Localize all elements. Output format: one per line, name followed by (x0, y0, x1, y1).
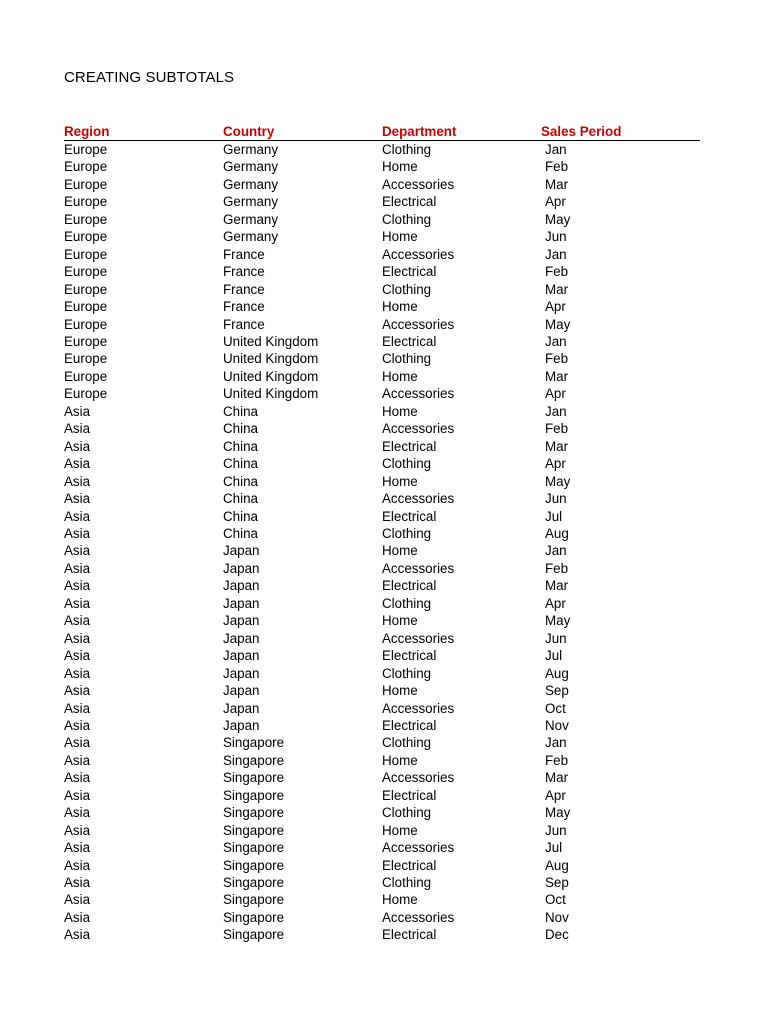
sales-period-cell: Oct (545, 892, 566, 908)
country-cell: China (223, 456, 258, 472)
country-cell: United Kingdom (223, 351, 319, 367)
department-cell: Home (382, 543, 418, 559)
table-row (64, 804, 700, 821)
region-cell: Europe (64, 264, 108, 280)
table-row (64, 228, 700, 245)
department-cell: Home (382, 159, 418, 175)
department-cell: Accessories (382, 176, 455, 192)
region-cell: Asia (64, 787, 91, 803)
region-cell: Asia (64, 473, 91, 489)
region-cell: Asia (64, 560, 91, 576)
sales-period-cell: Jan (545, 403, 567, 419)
region-cell: Asia (64, 578, 91, 594)
table-row (64, 542, 700, 559)
table-row (64, 857, 700, 874)
column-header-sales-period: Sales Period (541, 123, 700, 141)
country-cell: China (223, 508, 258, 524)
region-cell: Asia (64, 909, 91, 925)
department-cell: Clothing (382, 281, 432, 297)
table-row (64, 682, 700, 699)
department-cell: Home (382, 683, 418, 699)
sales-period-cell: Mar (545, 438, 569, 454)
sales-period-cell: Sep (545, 875, 569, 891)
sales-period-cell: Apr (545, 299, 566, 315)
table-row (64, 298, 700, 315)
country-cell: Singapore (223, 857, 285, 873)
department-cell: Accessories (382, 909, 455, 925)
country-cell: China (223, 403, 258, 419)
sales-period-cell: Mar (545, 770, 569, 786)
table-row (64, 717, 700, 734)
table-row (64, 525, 700, 542)
sales-period-cell: May (545, 211, 571, 227)
region-cell: Asia (64, 770, 91, 786)
country-cell: Japan (223, 700, 260, 716)
sales-period-cell: Apr (545, 386, 566, 402)
sales-period-cell: May (545, 805, 571, 821)
country-cell: Germany (223, 142, 279, 157)
sales-period-cell: May (545, 316, 571, 332)
sales-period-cell: Feb (545, 421, 569, 437)
country-cell: Japan (223, 613, 260, 629)
department-cell: Electrical (382, 508, 437, 524)
region-cell: Europe (64, 299, 108, 315)
table-row (64, 263, 700, 280)
country-cell: Japan (223, 578, 260, 594)
region-cell: Europe (64, 281, 108, 297)
department-cell: Clothing (382, 456, 432, 472)
region-cell: Asia (64, 630, 91, 646)
country-cell: Japan (223, 543, 260, 559)
country-cell: Germany (223, 229, 279, 245)
region-cell: Europe (64, 333, 108, 349)
region-cell: Asia (64, 421, 91, 437)
sales-period-cell: Aug (545, 665, 569, 681)
country-cell: Japan (223, 648, 260, 664)
table-row (64, 891, 700, 908)
country-cell: France (223, 316, 265, 332)
region-cell: Asia (64, 648, 91, 664)
department-cell: Accessories (382, 316, 455, 332)
department-cell: Electrical (382, 333, 437, 349)
department-cell: Accessories (382, 246, 455, 262)
table-row (64, 926, 700, 943)
table-row (64, 211, 700, 228)
country-cell: Japan (223, 683, 260, 699)
table-row (64, 734, 700, 751)
country-cell: France (223, 299, 265, 315)
country-cell: Japan (223, 717, 260, 733)
department-cell: Accessories (382, 770, 455, 786)
country-cell: Japan (223, 595, 260, 611)
country-cell: Japan (223, 630, 260, 646)
sales-period-cell: Jan (545, 333, 567, 349)
region-cell: Asia (64, 892, 91, 908)
region-cell: Asia (64, 683, 91, 699)
country-cell: Singapore (223, 875, 285, 891)
department-cell: Electrical (382, 194, 437, 210)
sales-table (64, 123, 700, 944)
region-cell: Europe (64, 368, 108, 384)
country-cell: Singapore (223, 822, 285, 838)
region-cell: Asia (64, 875, 91, 891)
sales-period-cell: Jan (545, 246, 567, 262)
region-cell: Europe (64, 351, 108, 367)
table-row (64, 647, 700, 664)
country-cell: Singapore (223, 840, 285, 856)
sales-period-cell: Apr (545, 456, 566, 472)
department-cell: Clothing (382, 595, 432, 611)
table-row (64, 839, 700, 856)
country-cell: Germany (223, 211, 279, 227)
region-cell: Europe (64, 142, 108, 157)
sales-period-cell: Nov (545, 717, 569, 733)
region-cell: Asia (64, 595, 91, 611)
country-cell: Singapore (223, 892, 285, 908)
country-cell: China (223, 525, 258, 541)
region-cell: Asia (64, 491, 91, 507)
department-cell: Clothing (382, 211, 432, 227)
country-cell: Singapore (223, 909, 285, 925)
country-cell: Japan (223, 665, 260, 681)
country-cell: France (223, 281, 265, 297)
country-cell: Singapore (223, 735, 285, 751)
sales-period-cell: Oct (545, 700, 566, 716)
sales-period-cell: Mar (545, 176, 569, 192)
table-row (64, 246, 700, 263)
sales-period-cell: Sep (545, 683, 569, 699)
country-cell: United Kingdom (223, 333, 319, 349)
table-row (64, 490, 700, 507)
country-cell: France (223, 264, 265, 280)
table-row (64, 141, 700, 159)
department-cell: Accessories (382, 386, 455, 402)
country-cell: Japan (223, 560, 260, 576)
country-cell: Germany (223, 176, 279, 192)
sales-period-cell: Jun (545, 822, 567, 838)
sales-period-cell: Apr (545, 787, 566, 803)
region-cell: Asia (64, 752, 91, 768)
table-row (64, 420, 700, 437)
sales-period-cell: Dec (545, 927, 569, 943)
sales-period-cell: Jul (545, 508, 563, 524)
department-cell: Clothing (382, 351, 432, 367)
region-cell: Asia (64, 805, 91, 821)
sales-period-cell: Jun (545, 229, 567, 245)
sales-period-cell: Nov (545, 909, 569, 925)
table-row (64, 787, 700, 804)
department-cell: Clothing (382, 875, 432, 891)
sales-period-cell: Feb (545, 264, 569, 280)
sales-period-cell: Jan (545, 735, 567, 751)
table-row (64, 700, 700, 717)
sales-period-cell: Mar (545, 578, 569, 594)
country-cell: Singapore (223, 787, 285, 803)
region-cell: Asia (64, 840, 91, 856)
region-cell: Europe (64, 386, 108, 402)
table-row (64, 508, 700, 525)
header-row (64, 123, 700, 141)
department-cell: Electrical (382, 857, 437, 873)
region-cell: Europe (64, 316, 108, 332)
table-row (64, 455, 700, 472)
table-row (64, 176, 700, 193)
table-row (64, 158, 700, 175)
department-cell: Home (382, 892, 418, 908)
department-cell: Clothing (382, 142, 432, 157)
region-cell: Europe (64, 176, 108, 192)
region-cell: Asia (64, 508, 91, 524)
country-cell: Germany (223, 194, 279, 210)
sales-period-cell: Mar (545, 281, 569, 297)
sales-period-cell: May (545, 473, 571, 489)
sales-period-cell: Jun (545, 491, 567, 507)
department-cell: Electrical (382, 438, 437, 454)
country-cell: Singapore (223, 770, 285, 786)
department-cell: Clothing (382, 665, 432, 681)
page-title: CREATING SUBTOTALS (64, 69, 235, 86)
table-row (64, 595, 700, 612)
table-row (64, 316, 700, 333)
region-cell: Asia (64, 822, 91, 838)
region-cell: Asia (64, 700, 91, 716)
country-cell: Singapore (223, 752, 285, 768)
department-cell: Accessories (382, 700, 455, 716)
region-cell: Asia (64, 665, 91, 681)
department-cell: Home (382, 613, 418, 629)
sales-period-cell: Jan (545, 543, 567, 559)
sales-period-cell: Apr (545, 194, 566, 210)
table-row (64, 909, 700, 926)
sales-period-cell: Apr (545, 595, 566, 611)
table-row (64, 560, 700, 577)
department-cell: Home (382, 403, 418, 419)
table-row (64, 350, 700, 367)
region-cell: Asia (64, 735, 91, 751)
region-cell: Asia (64, 927, 91, 943)
table-row (64, 385, 700, 402)
table-header (64, 123, 700, 141)
department-cell: Accessories (382, 560, 455, 576)
table-row (64, 281, 700, 298)
department-cell: Home (382, 229, 418, 245)
department-cell: Electrical (382, 717, 437, 733)
department-cell: Accessories (382, 491, 455, 507)
department-cell: Electrical (382, 648, 437, 664)
region-cell: Asia (64, 438, 91, 454)
region-cell: Asia (64, 857, 91, 873)
department-cell: Electrical (382, 787, 437, 803)
region-cell: Asia (64, 456, 91, 472)
department-cell: Clothing (382, 805, 432, 821)
department-cell: Accessories (382, 630, 455, 646)
table-row (64, 612, 700, 629)
department-cell: Home (382, 299, 418, 315)
table-row (64, 769, 700, 786)
table-row (64, 438, 700, 455)
table-row (64, 874, 700, 891)
country-cell: Singapore (223, 805, 285, 821)
sales-period-cell: Feb (545, 560, 569, 576)
sales-period-cell: Jan (545, 142, 567, 157)
country-cell: United Kingdom (223, 368, 319, 384)
table-row (64, 665, 700, 682)
table-body (64, 141, 700, 944)
sales-period-cell: May (545, 613, 571, 629)
region-cell: Asia (64, 717, 91, 733)
department-cell: Home (382, 368, 418, 384)
country-cell: China (223, 438, 258, 454)
department-cell: Accessories (382, 421, 455, 437)
region-cell: Asia (64, 525, 91, 541)
table-row (64, 193, 700, 210)
table-row (64, 577, 700, 594)
country-cell: China (223, 491, 258, 507)
table-row (64, 822, 700, 839)
country-cell: Singapore (223, 927, 285, 943)
table-row (64, 333, 700, 350)
department-cell: Clothing (382, 525, 432, 541)
department-cell: Home (382, 822, 418, 838)
table-row (64, 630, 700, 647)
sales-period-cell: Feb (545, 752, 569, 768)
sales-period-cell: Mar (545, 368, 569, 384)
department-cell: Electrical (382, 264, 437, 280)
region-cell: Europe (64, 159, 108, 175)
department-cell: Clothing (382, 735, 432, 751)
sales-period-cell: Aug (545, 525, 569, 541)
department-cell: Accessories (382, 840, 455, 856)
table-row (64, 403, 700, 420)
region-cell: Europe (64, 211, 108, 227)
column-header-country: Country (223, 123, 382, 141)
sales-period-cell: Jul (545, 840, 563, 856)
region-cell: Europe (64, 229, 108, 245)
column-header-region: Region (64, 123, 223, 141)
country-cell: France (223, 246, 265, 262)
department-cell: Home (382, 752, 418, 768)
table-row (64, 752, 700, 769)
region-cell: Asia (64, 403, 91, 419)
country-cell: China (223, 473, 258, 489)
sales-period-cell: Feb (545, 159, 569, 175)
column-header-department: Department (382, 123, 541, 141)
region-cell: Asia (64, 613, 91, 629)
region-cell: Europe (64, 246, 108, 262)
country-cell: China (223, 421, 258, 437)
department-cell: Home (382, 473, 418, 489)
sales-period-cell: Jul (545, 648, 563, 664)
country-cell: Germany (223, 159, 279, 175)
region-cell: Europe (64, 194, 108, 210)
sales-period-cell: Aug (545, 857, 569, 873)
sales-period-cell: Jun (545, 630, 567, 646)
country-cell: United Kingdom (223, 386, 319, 402)
table-row (64, 473, 700, 490)
department-cell: Electrical (382, 578, 437, 594)
region-cell: Asia (64, 543, 91, 559)
sales-period-cell: Feb (545, 351, 569, 367)
department-cell: Electrical (382, 927, 437, 943)
table-row (64, 368, 700, 385)
